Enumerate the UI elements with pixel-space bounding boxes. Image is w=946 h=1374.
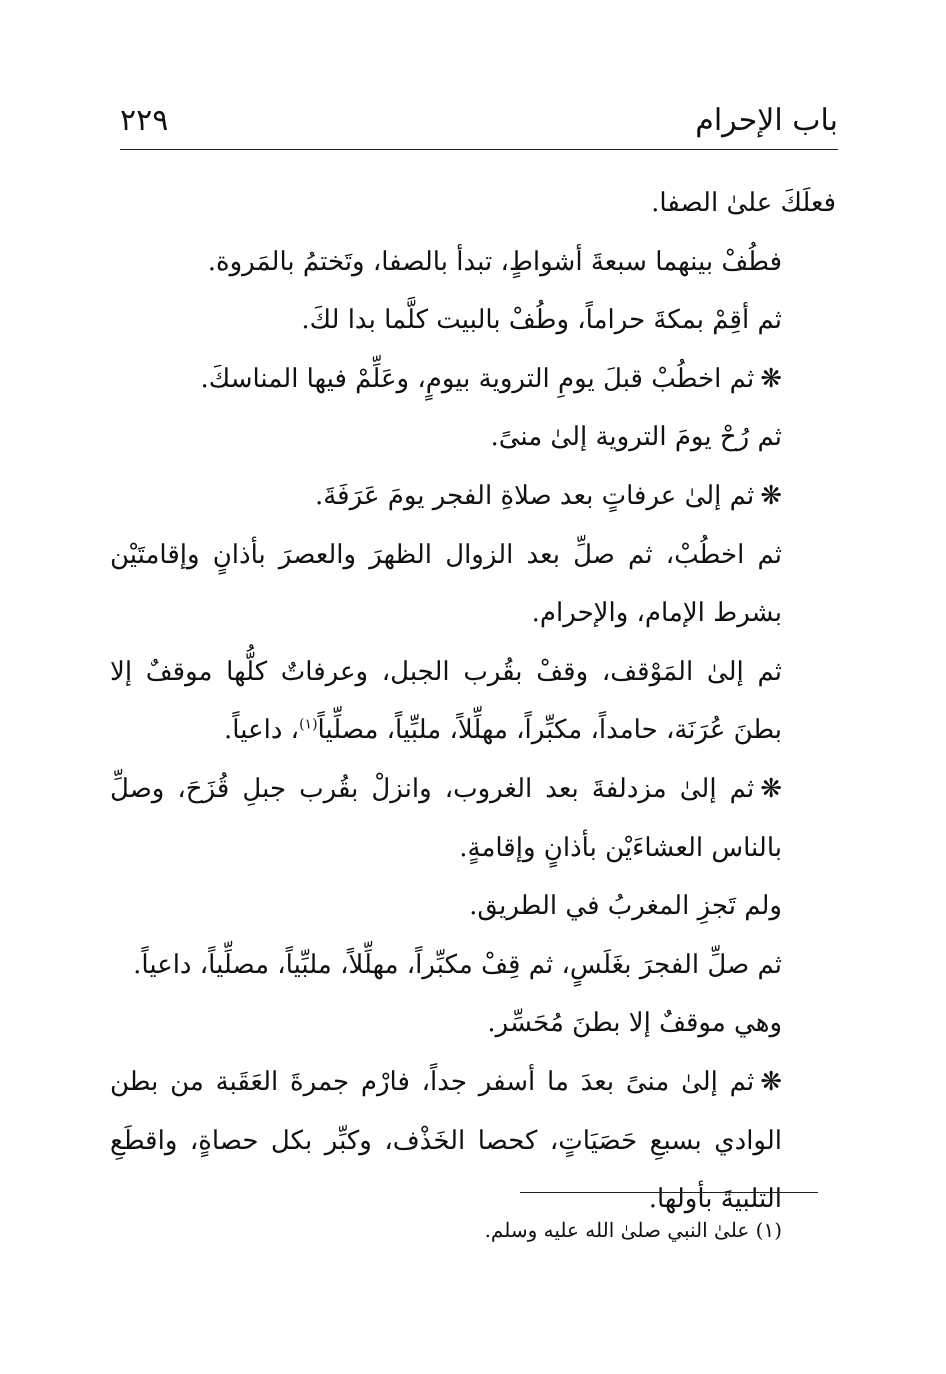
paragraph-text: ثم إلىٰ منىً بعدَ ما أسفر جداً، فارْم جمرةَ العَقَبة من بطن الوادي بسبعِ حَصَيَاتٍ، كحصا الخَذْف، وكبِّر بكل حصاةٍ، واقطَعِ التلبيةَ بأولها. bbox=[110, 1066, 782, 1215]
page-header bbox=[120, 95, 838, 147]
footnote: (١) علىٰ النبي صلىٰ الله عليه وسلم. bbox=[484, 1218, 782, 1242]
footnote-divider bbox=[520, 1192, 818, 1193]
star-marker-icon: ❋ bbox=[760, 1066, 782, 1097]
paragraph bbox=[110, 408, 836, 467]
paragraph-text: ولم تَجزِ المغربُ في الطريق. bbox=[469, 891, 782, 922]
paragraph-text: ثم اخطُبْ، ثم صلِّ بعد الزوال الظهرَ والعصرَ بأذانٍ وإقامتَيْن بشرط الإمام، والإحرام. bbox=[110, 539, 782, 629]
paragraph-text: ثم إلىٰ عرفاتٍ بعد صلاةِ الفجر يومَ عَرَفَةَ. bbox=[314, 480, 755, 511]
paragraph bbox=[110, 526, 836, 643]
paragraph-text-continued: ، داعياً. bbox=[224, 715, 300, 746]
paragraph bbox=[110, 467, 836, 526]
paragraph-text: فطُفْ بينهما سبعةَ أشواطٍ، تبدأ بالصفا، وتَختمُ بالمَروة. bbox=[207, 246, 782, 277]
star-marker-icon: ❋ bbox=[760, 773, 782, 804]
paragraph bbox=[110, 291, 836, 350]
page-number: ٢٢٩ bbox=[120, 103, 169, 138]
paragraph bbox=[110, 233, 836, 292]
body-text bbox=[110, 174, 836, 1229]
header-divider bbox=[120, 149, 838, 150]
paragraph-text: وهي موقفٌ إلا بطنَ مُحَسِّر. bbox=[487, 1008, 782, 1039]
paragraph bbox=[110, 936, 836, 995]
chapter-title: باب الإحرام bbox=[695, 103, 838, 138]
paragraph bbox=[110, 760, 836, 877]
star-marker-icon: ❋ bbox=[760, 363, 782, 394]
paragraph bbox=[110, 643, 836, 760]
paragraph-text: ثم صلِّ الفجرَ بغَلَسٍ، ثم قِفْ مكبِّراً، مهلِّلاً، ملبِّياً، مصلِّياً، داعياً. bbox=[133, 949, 782, 980]
paragraph bbox=[110, 174, 836, 233]
paragraph-text: فعلَكَ علىٰ الصفا. bbox=[651, 188, 836, 218]
paragraph bbox=[110, 1053, 836, 1229]
paragraph bbox=[110, 350, 836, 409]
star-marker-icon: ❋ bbox=[760, 480, 782, 511]
paragraph-text: ثم إلىٰ مزدلفةَ بعد الغروب، وانزلْ بقُرب جبلِ قُزَحَ، وصلِّ بالناس العشاءَيْن بأذانٍ وإقامةٍ. bbox=[110, 773, 782, 863]
paragraph-text: ثم أقِمْ بمكةَ حراماً، وطُفْ بالبيت كلَّما بدا لكَ. bbox=[301, 305, 782, 336]
footnote-reference[interactable]: (١) bbox=[299, 716, 318, 733]
paragraph-text: ثم اخطُبْ قبلَ يومِ التروية بيومٍ، وعَلِّمْ فيها المناسكَ. bbox=[200, 363, 755, 394]
paragraph bbox=[110, 994, 836, 1053]
paragraph-text: ثم رُحْ يومَ التروية إلىٰ منىً. bbox=[490, 422, 782, 453]
paragraph-text: ثم إلىٰ المَوْقف، وقفْ بقُرب الجبل، وعرفاتٌ كلُّها موقفٌ إلا بطنَ عُرَنَة، حامداً، مكبِّراً، مهلِّلاً، ملبِّياً، مصلِّياً bbox=[110, 656, 782, 746]
paragraph bbox=[110, 877, 836, 936]
